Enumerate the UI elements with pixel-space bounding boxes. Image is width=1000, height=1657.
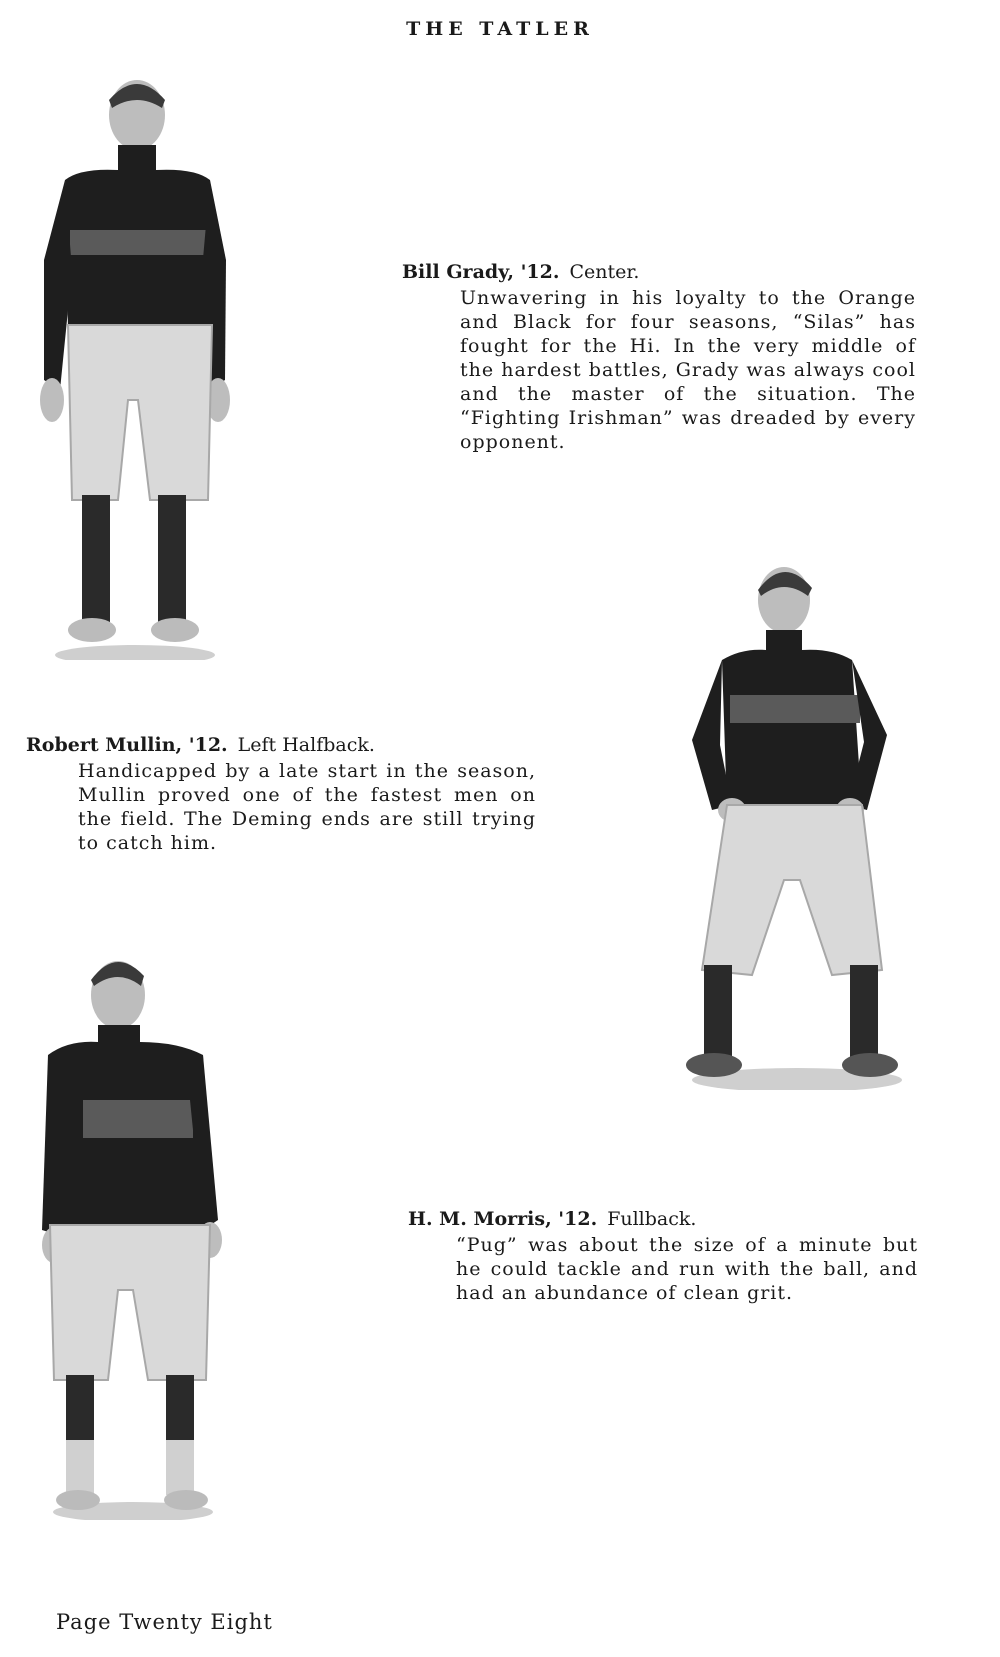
player-heading [26,733,536,757]
player-bio-mullin [26,733,536,855]
player-position: Left Halfback. [237,734,375,756]
player-heading [402,260,916,284]
player-heading [408,1207,918,1231]
player-photo-grady [30,70,230,660]
player-photo-morris [38,950,228,1520]
player-position: Fullback. [607,1208,697,1230]
player-description: Handicapped by a late start in the season, Mullin proved one of the fastest men on the field. The Deming ends are still trying to catch him. [78,760,536,854]
player-description: “Pug” was about the size of a minute but he could tackle and run with the ball, and had an abundance of clean grit. [456,1234,918,1304]
player-name: H. M. Morris, '12. [408,1208,598,1230]
page-header: THE TATLER [406,18,594,40]
player-bio-morris [408,1207,918,1305]
player-name: Robert Mullin, '12. [26,734,228,756]
player-name: Bill Grady, '12. [402,261,560,283]
player-description: Unwavering in his loyalty to the Orange and Black for four seasons, “Silas” has fought for the Hi. In the very middle of the hardest battles, Grady was always cool and the master of the situation. The “Fighting Irishman” was dreaded by every opponent. [460,287,916,453]
player-position: Center. [569,261,640,283]
player-bio-grady [402,260,916,454]
player-photo-mullin [672,560,922,1090]
page-footer: Page Twenty Eight [56,1610,273,1634]
